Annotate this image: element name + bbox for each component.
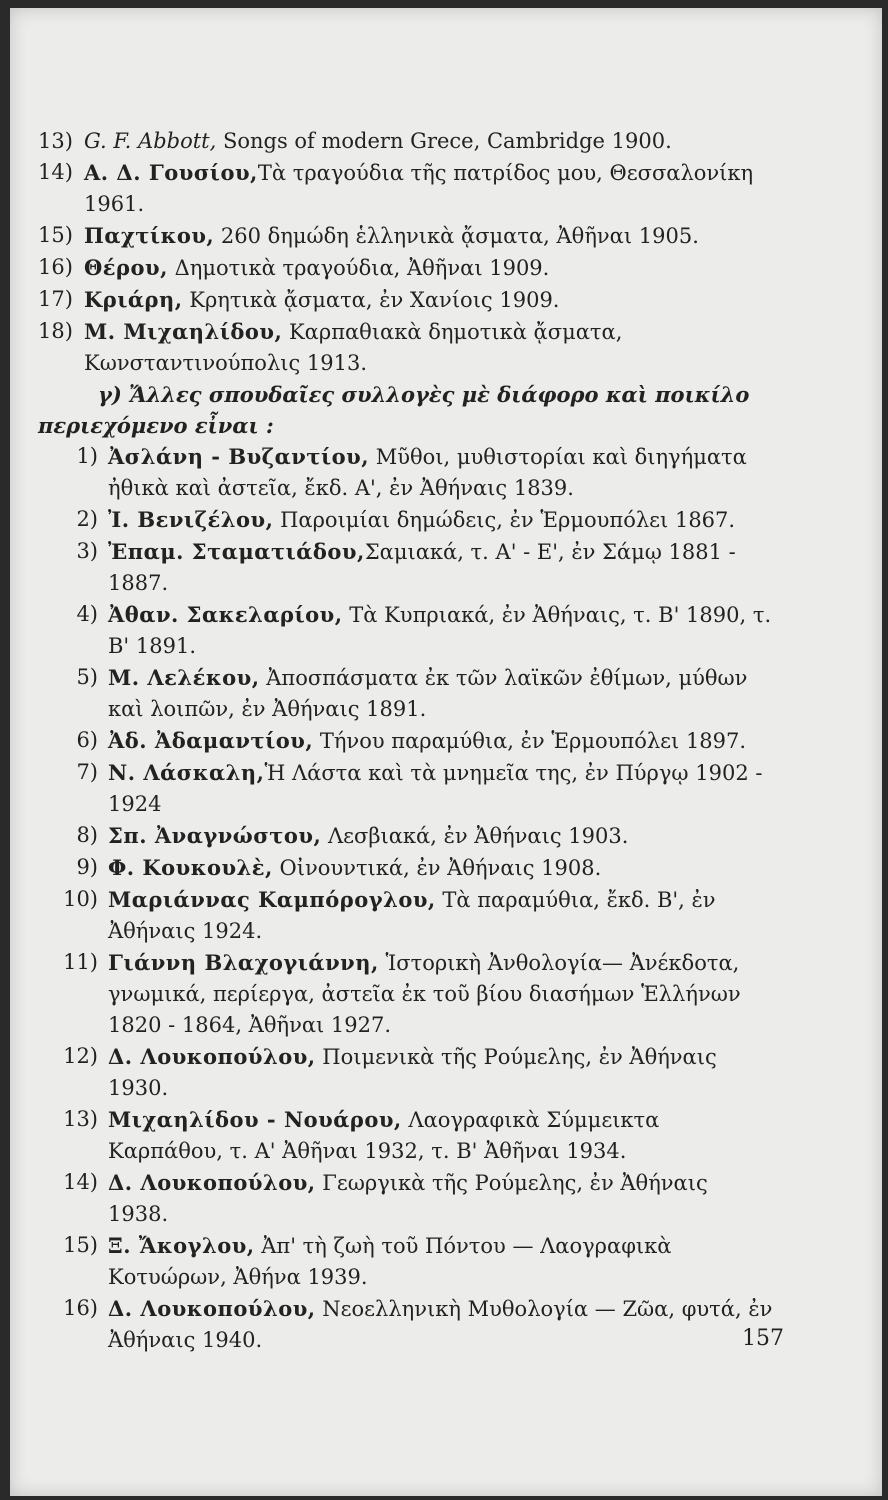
item-number: 8) (76, 823, 98, 847)
item-number: 17) (38, 287, 73, 311)
item-text: Παροιμίαι δημώδεις, ἐν Ἑρμουπόλει 1867. (273, 508, 736, 532)
item-text: Σαμιακά, τ. Α' - Ε', ἐν Σάμῳ 1881 - 1887. (108, 540, 736, 595)
item-author: Ἐπαμ. Σταματιάδου, (108, 539, 365, 564)
item-number: 2) (76, 507, 98, 531)
item-number: 1) (76, 444, 98, 468)
list-item (38, 252, 774, 284)
item-text: Τὰ τραγούδια τῆς πατρίδος μου, Θεσσαλονίκη 1961. (84, 161, 754, 216)
list-item (38, 725, 774, 757)
item-author: Παχτίκου, (84, 223, 215, 248)
item-number: 12) (63, 1044, 98, 1068)
item-author: Θέρου, (84, 255, 168, 280)
item-author: Ξ. Ἄκογλου, (108, 1233, 255, 1258)
list-item (38, 1104, 774, 1167)
item-text: Τὰ Κυπριακά, ἐν Ἀθήναις, τ. Β' 1890, τ. Β' 1891. (108, 603, 772, 658)
item-number: 18) (38, 319, 73, 343)
item-text: Songs of modern Grece, Cambridge 1900. (216, 129, 672, 153)
list-item (38, 947, 774, 1041)
list-item (38, 126, 774, 157)
list-item (38, 1167, 774, 1230)
list-item (38, 316, 774, 379)
item-author: Ἀσλάνη - Βυζαντίου, (108, 444, 370, 469)
item-author: G. F. Abbott, (84, 129, 217, 153)
item-author: Ἰ. Βενιζέλου, (108, 507, 274, 532)
item-author: Κριάρη, (84, 287, 183, 312)
item-number: 16) (63, 1296, 98, 1320)
item-number: 3) (76, 539, 98, 563)
item-author: Μ. Λελέκου, (108, 665, 260, 690)
item-text: Λαογραφικὰ Σύμμεικτα Καρπάθου, τ. Α' Ἀθῆναι 1932, τ. Β' Ἀθῆναι 1934. (108, 1108, 660, 1163)
section-heading-row (38, 379, 774, 441)
list-item (38, 536, 774, 599)
item-text: Ποιμενικὰ τῆς Ρούμελης, ἐν Ἀθήναις 1930. (108, 1045, 717, 1100)
item-text: Λεσβιακά, ἐν Ἀθήναις 1903. (321, 824, 629, 848)
item-text: Ἱστορικὴ Ἀνθολογία— Ἀνέκδοτα, γνωμικά, περίεργα, ἀστεῖα ἐκ τοῦ βίου διασήμων Ἑλλήνων 1820 - 1864, Ἀθῆναι 1927. (108, 951, 741, 1037)
item-text: Καρπαθιακὰ δημοτικὰ ᾄσματα, Κωνσταντινούπολις 1913. (84, 320, 623, 375)
item-number: 15) (38, 223, 73, 247)
section-heading: γ) Ἄλλες σπουδαῖες συλλογὲς μὲ διάφορο καὶ ποικίλο περιεχόμενο εἶναι : (38, 382, 750, 438)
item-text: Τήνου παραμύθια, ἐν Ἑρμουπόλει 1897. (313, 729, 747, 753)
list-item (38, 820, 774, 852)
item-author: Α. Δ. Γουσίου, (84, 160, 258, 185)
book-page (10, 8, 882, 1496)
item-text: Ἀπ' τὴ ζωὴ τοῦ Πόντου — Λαογραφικὰ Κοτυώρων, Ἀθήνα 1939. (108, 1234, 672, 1289)
item-author: Σπ. Ἀναγνώστου, (108, 823, 322, 848)
list-item (38, 662, 774, 725)
list-item (38, 441, 774, 504)
list-item (38, 599, 774, 662)
item-number: 4) (76, 602, 98, 626)
item-author: Ν. Λάσκαλη, (108, 760, 265, 785)
list-item (38, 284, 774, 316)
item-text: Ἡ Λάστα καὶ τὰ μνημεῖα της, ἐν Πύργῳ 1902 - 1924 (108, 761, 763, 816)
list-item (38, 884, 774, 947)
item-number: 13) (63, 1107, 98, 1131)
list-item (38, 220, 774, 252)
list-item (38, 504, 774, 536)
item-number: 5) (76, 665, 98, 689)
item-author: Μ. Μιχαηλίδου, (84, 319, 283, 344)
item-number: 14) (38, 160, 73, 184)
item-text: Γεωργικὰ τῆς Ρούμελης, ἐν Ἀθήναις 1938. (108, 1171, 708, 1226)
item-number: 11) (63, 950, 98, 974)
list-item (38, 1293, 774, 1356)
item-number: 14) (63, 1170, 98, 1194)
item-text: Τὰ παραμύθια, ἔκδ. Β', ἐν Ἀθήναις 1924. (108, 888, 716, 943)
list-item (38, 1230, 774, 1293)
item-author: Μαριάννας Καμπόρογλου, (108, 887, 436, 912)
item-number: 15) (63, 1233, 98, 1257)
list-item (38, 852, 774, 884)
item-number: 7) (76, 760, 98, 784)
item-author: Δ. Λουκοπούλου, (108, 1044, 316, 1069)
page-number: 157 (742, 1326, 784, 1351)
item-author: Δ. Λουκοπούλου, (108, 1296, 316, 1321)
item-number: 9) (76, 855, 98, 879)
item-text: Οἰνουντικά, ἐν Ἀθήναις 1908. (272, 856, 602, 880)
item-author: Ἀδ. Ἀδαμαντίου, (108, 728, 314, 753)
item-author: Μιχαηλίδου - Νουάρου, (108, 1107, 402, 1132)
item-text: Νεοελληνικὴ Μυθολογία — Ζῶα, φυτά, ἐν Ἀθήναις 1940. (108, 1297, 773, 1352)
bibliography (38, 126, 774, 1356)
item-number: 6) (76, 728, 98, 752)
item-author: Δ. Λουκοπούλου, (108, 1170, 316, 1195)
item-number: 10) (63, 887, 98, 911)
list-item (38, 1041, 774, 1104)
item-text: Δημοτικὰ τραγούδια, Ἀθῆναι 1909. (167, 256, 550, 280)
list-item (38, 757, 774, 820)
item-text: Ἀποσπάσματα ἐκ τῶν λαϊκῶν ἐθίμων, μύθων καὶ λοιπῶν, ἐν Ἀθήναις 1891. (108, 666, 748, 721)
item-author: Φ. Κουκουλὲ, (108, 855, 273, 880)
item-author: Γιάννη Βλαχογιάννη, (108, 950, 379, 975)
item-text: 260 δημώδη ἑλληνικὰ ᾄσματα, Ἀθῆναι 1905. (214, 224, 699, 248)
item-text: Κρητικὰ ᾄσματα, ἐν Χανίοις 1909. (182, 288, 560, 312)
item-number: 16) (38, 255, 73, 279)
item-author: Ἀθαν. Σακελαρίου, (108, 602, 343, 627)
item-number: 13) (38, 129, 73, 153)
list-item (38, 157, 774, 220)
item-text: Μῦθοι, μυθιστορίαι καὶ διηγήματα ἠθικὰ καὶ ἀστεῖα, ἔκδ. Α', ἐν Ἀθήναις 1839. (108, 445, 747, 500)
